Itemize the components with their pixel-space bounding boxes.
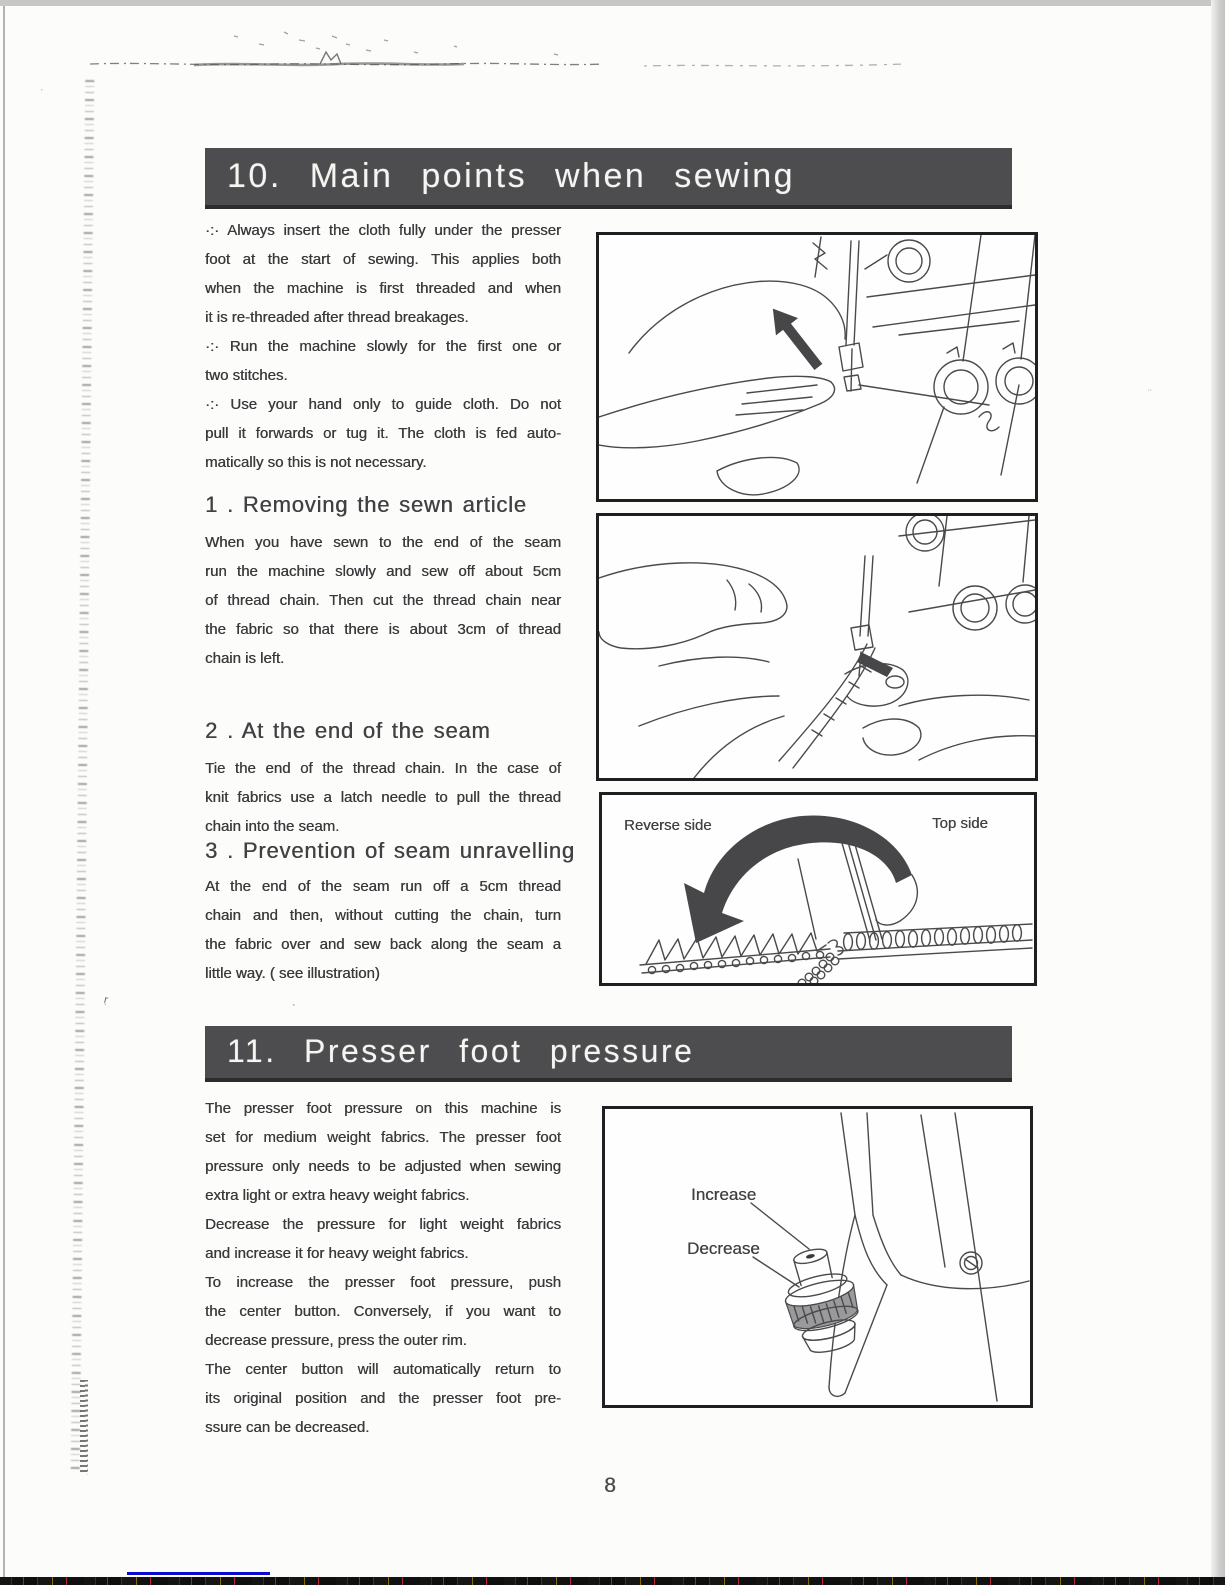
text-line: it is re-threaded after thread breakages. [205, 309, 469, 326]
text-line: ·:· Always insert the cloth fully under the presser [205, 222, 561, 239]
label-reverse-side: Reverse side [624, 817, 712, 834]
text-line: the center button. Conversely, if you want to [205, 1303, 561, 1320]
section-11-title: 11. Presser foot pressure [227, 1033, 695, 1069]
label-increase: Increase [691, 1185, 757, 1204]
intro-bullet-1 [205, 216, 561, 332]
text-line: knit fabrics use a latch needle to pull the thread [205, 789, 561, 806]
text-line: the fabric so that there is about 3cm of thread [205, 621, 561, 638]
text-line: set for medium weight fabrics. The presser foot [205, 1129, 561, 1146]
guiding-cloth-illustration [599, 235, 1035, 499]
scan-edge-top [0, 0, 1225, 6]
stray-mark: ¨ [1148, 388, 1152, 400]
section-11-body [205, 1094, 561, 1442]
feed-direction-arrow-icon [762, 300, 830, 376]
stray-mark: ṛ [102, 993, 110, 1007]
subsection-2-heading: 2 . At the end of the seam [205, 718, 491, 743]
scan-edge-bottom-strip [0, 1577, 1225, 1585]
text-line: To increase the presser foot pressure, push [205, 1274, 561, 1291]
text-line: matically so this is not necessary. [205, 454, 427, 471]
section-10-header-bar [205, 148, 1012, 209]
section-11-header-bar [205, 1026, 1012, 1082]
subsection-1-body [205, 528, 561, 673]
text-line: At the end of the seam run off a 5cm thread [205, 878, 561, 895]
label-decrease: Decrease [687, 1239, 760, 1258]
subsection-2-body [205, 754, 561, 841]
scan-edge-right [1211, 0, 1225, 1585]
pressure-knob-illustration [605, 1109, 1030, 1405]
intro-bullet-2 [205, 332, 561, 390]
text-line: extra light or extra heavy weight fabrics. [205, 1187, 470, 1204]
text-line: Tie the end of the thread chain. In the case of [205, 760, 561, 777]
text-line: the fabric over and sew back along the seam a [205, 936, 561, 953]
text-line: ·:· Use your hand only to guide cloth. Do not [205, 396, 561, 413]
text-line: foot at the start of sewing. This applies both [205, 251, 561, 268]
text-line: The presser foot pressure on this machine is [205, 1100, 561, 1117]
pressure-adjustment-knob [775, 1242, 868, 1359]
section-10-title: 10. Main points when sewing [227, 157, 796, 195]
figure-thread-chain [596, 513, 1038, 781]
scan-noise-left-column [71, 80, 95, 1470]
text-line: decrease pressure, press the outer rim. [205, 1332, 467, 1349]
text-line: chain and then, without cutting the chain, turn [205, 907, 561, 924]
subsection-1-heading: 1 . Removing the sewn article [205, 492, 527, 517]
text-line: Decrease the pressure for light weight fabrics [205, 1216, 561, 1233]
subsection-3-body [205, 872, 561, 988]
text-line: and increase it for heavy weight fabrics. [205, 1245, 469, 1262]
section-10-intro [205, 216, 561, 477]
text-line: When you have sewn to the end of the seam [205, 534, 561, 551]
text-line: chain is left. [205, 650, 285, 667]
text-line: pressure only needs to be adjusted when sewing [205, 1158, 561, 1175]
scan-edge-left [3, 6, 5, 1585]
figure-seam-turn [599, 792, 1037, 986]
figure-pressure-knob [602, 1106, 1033, 1408]
text-line: of thread chain. Then cut the thread chain near [205, 592, 561, 609]
text-line: ssure can be decreased. [205, 1419, 370, 1436]
stray-mark: · [292, 999, 296, 1011]
subsection-3-heading: 3 . Prevention of seam unravelling [205, 838, 575, 863]
label-top-side: Top side [932, 815, 988, 832]
text-line: two stitches. [205, 367, 288, 384]
stray-mark: · [40, 84, 44, 96]
bottom-blue-line [127, 1572, 270, 1575]
text-line: ·:· Run the machine slowly for the first one or [205, 338, 561, 355]
text-line: little way. ( see illustration) [205, 965, 380, 982]
thread-chain-illustration [599, 516, 1035, 778]
text-line: The center button will automatically return to [205, 1361, 561, 1378]
scan-noise-left-column-lower [80, 1380, 88, 1475]
text-line: its original position and the presser foot pre- [205, 1390, 561, 1407]
text-line: pull it forwards or tug it. The cloth is fed auto- [205, 425, 561, 442]
text-line: chain into the seam. [205, 818, 340, 835]
figure-guiding-cloth [596, 232, 1038, 502]
scan-noise-top-squiggle [84, 24, 914, 84]
text-line: run the machine slowly and sew off about 5cm [205, 563, 561, 580]
intro-bullet-3 [205, 390, 561, 477]
page-number: 8 [604, 1474, 616, 1497]
text-line: when the machine is first threaded and when [205, 280, 561, 297]
